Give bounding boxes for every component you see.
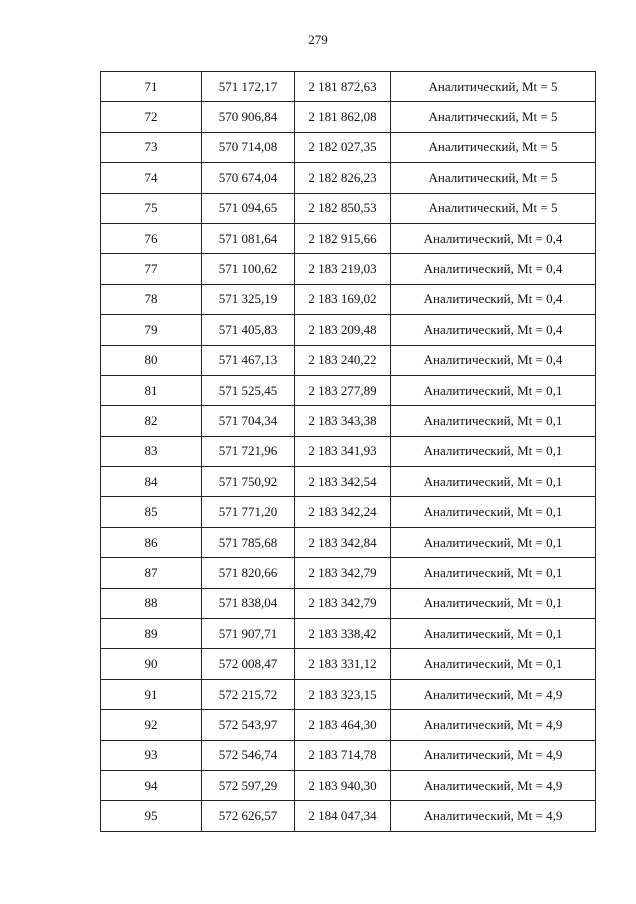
method-cell: Аналитический, Mt = 0,1	[391, 619, 596, 649]
method-cell: Аналитический, Mt = 4,9	[391, 740, 596, 770]
x-coordinate-cell: 571 771,20	[202, 497, 295, 527]
point-number-cell: 90	[101, 649, 202, 679]
table-row	[101, 284, 596, 314]
page-number: 279	[308, 32, 328, 47]
x-coordinate-cell: 571 721,96	[202, 436, 295, 466]
x-coordinate-cell: 572 597,29	[202, 770, 295, 800]
method-cell: Аналитический, Mt = 5	[391, 102, 596, 132]
method-cell: Аналитический, Mt = 0,1	[391, 375, 596, 405]
table-row	[101, 406, 596, 436]
point-number-cell: 85	[101, 497, 202, 527]
x-coordinate-cell: 571 405,83	[202, 315, 295, 345]
y-coordinate-cell: 2 183 331,12	[295, 649, 391, 679]
point-number-cell: 80	[101, 345, 202, 375]
table-row	[101, 801, 596, 831]
method-cell: Аналитический, Mt = 0,4	[391, 315, 596, 345]
method-cell: Аналитический, Mt = 5	[391, 163, 596, 193]
method-cell: Аналитический, Mt = 0,4	[391, 223, 596, 253]
point-number-cell: 75	[101, 193, 202, 223]
table-row	[101, 740, 596, 770]
point-number-cell: 72	[101, 102, 202, 132]
x-coordinate-cell: 572 626,57	[202, 801, 295, 831]
table-row	[101, 193, 596, 223]
method-cell: Аналитический, Mt = 0,1	[391, 558, 596, 588]
x-coordinate-cell: 572 215,72	[202, 679, 295, 709]
table-row	[101, 527, 596, 557]
y-coordinate-cell: 2 183 323,15	[295, 679, 391, 709]
point-number-cell: 77	[101, 254, 202, 284]
method-cell: Аналитический, Mt = 4,9	[391, 770, 596, 800]
table-row	[101, 132, 596, 162]
method-cell: Аналитический, Mt = 0,1	[391, 467, 596, 497]
table-row	[101, 315, 596, 345]
table-row	[101, 254, 596, 284]
y-coordinate-cell: 2 183 342,24	[295, 497, 391, 527]
x-coordinate-cell: 571 100,62	[202, 254, 295, 284]
method-cell: Аналитический, Mt = 0,1	[391, 527, 596, 557]
point-number-cell: 81	[101, 375, 202, 405]
y-coordinate-cell: 2 181 862,08	[295, 102, 391, 132]
table-row	[101, 679, 596, 709]
x-coordinate-cell: 570 714,08	[202, 132, 295, 162]
table-row	[101, 649, 596, 679]
x-coordinate-cell: 570 906,84	[202, 102, 295, 132]
x-coordinate-cell: 572 008,47	[202, 649, 295, 679]
y-coordinate-cell: 2 182 826,23	[295, 163, 391, 193]
table-row	[101, 497, 596, 527]
x-coordinate-cell: 571 907,71	[202, 619, 295, 649]
point-number-cell: 87	[101, 558, 202, 588]
point-number-cell: 88	[101, 588, 202, 618]
table-row	[101, 710, 596, 740]
point-number-cell: 76	[101, 223, 202, 253]
table-row	[101, 163, 596, 193]
x-coordinate-cell: 571 467,13	[202, 345, 295, 375]
point-number-cell: 83	[101, 436, 202, 466]
point-number-cell: 91	[101, 679, 202, 709]
point-number-cell: 82	[101, 406, 202, 436]
table-row	[101, 436, 596, 466]
x-coordinate-cell: 572 543,97	[202, 710, 295, 740]
table-row	[101, 72, 596, 102]
table-row	[101, 770, 596, 800]
method-cell: Аналитический, Mt = 5	[391, 193, 596, 223]
y-coordinate-cell: 2 181 872,63	[295, 72, 391, 102]
x-coordinate-cell: 571 094,65	[202, 193, 295, 223]
x-coordinate-cell: 571 785,68	[202, 527, 295, 557]
point-number-cell: 93	[101, 740, 202, 770]
point-number-cell: 71	[101, 72, 202, 102]
y-coordinate-cell: 2 183 343,38	[295, 406, 391, 436]
y-coordinate-cell: 2 183 464,30	[295, 710, 391, 740]
x-coordinate-cell: 571 525,45	[202, 375, 295, 405]
table-row	[101, 375, 596, 405]
y-coordinate-cell: 2 182 850,53	[295, 193, 391, 223]
y-coordinate-cell: 2 183 338,42	[295, 619, 391, 649]
point-number-cell: 73	[101, 132, 202, 162]
y-coordinate-cell: 2 183 169,02	[295, 284, 391, 314]
x-coordinate-cell: 571 081,64	[202, 223, 295, 253]
y-coordinate-cell: 2 183 342,79	[295, 558, 391, 588]
table-row	[101, 467, 596, 497]
y-coordinate-cell: 2 183 342,84	[295, 527, 391, 557]
y-coordinate-cell: 2 183 277,89	[295, 375, 391, 405]
y-coordinate-cell: 2 183 342,79	[295, 588, 391, 618]
y-coordinate-cell: 2 183 714,78	[295, 740, 391, 770]
point-number-cell: 78	[101, 284, 202, 314]
point-number-cell: 95	[101, 801, 202, 831]
x-coordinate-cell: 572 546,74	[202, 740, 295, 770]
y-coordinate-cell: 2 183 219,03	[295, 254, 391, 284]
method-cell: Аналитический, Mt = 5	[391, 72, 596, 102]
point-number-cell: 92	[101, 710, 202, 740]
y-coordinate-cell: 2 182 027,35	[295, 132, 391, 162]
x-coordinate-cell: 570 674,04	[202, 163, 295, 193]
table-row	[101, 558, 596, 588]
method-cell: Аналитический, Mt = 4,9	[391, 710, 596, 740]
table-row	[101, 223, 596, 253]
method-cell: Аналитический, Mt = 4,9	[391, 801, 596, 831]
method-cell: Аналитический, Mt = 0,1	[391, 406, 596, 436]
y-coordinate-cell: 2 183 240,22	[295, 345, 391, 375]
y-coordinate-cell: 2 183 341,93	[295, 436, 391, 466]
point-number-cell: 79	[101, 315, 202, 345]
method-cell: Аналитический, Mt = 5	[391, 132, 596, 162]
y-coordinate-cell: 2 182 915,66	[295, 223, 391, 253]
method-cell: Аналитический, Mt = 0,1	[391, 649, 596, 679]
y-coordinate-cell: 2 184 047,34	[295, 801, 391, 831]
table-row	[101, 588, 596, 618]
x-coordinate-cell: 571 172,17	[202, 72, 295, 102]
table-row	[101, 102, 596, 132]
x-coordinate-cell: 571 750,92	[202, 467, 295, 497]
y-coordinate-cell: 2 183 342,54	[295, 467, 391, 497]
x-coordinate-cell: 571 820,66	[202, 558, 295, 588]
y-coordinate-cell: 2 183 209,48	[295, 315, 391, 345]
point-number-cell: 86	[101, 527, 202, 557]
method-cell: Аналитический, Mt = 4,9	[391, 679, 596, 709]
point-number-cell: 89	[101, 619, 202, 649]
point-number-cell: 94	[101, 770, 202, 800]
y-coordinate-cell: 2 183 940,30	[295, 770, 391, 800]
x-coordinate-cell: 571 325,19	[202, 284, 295, 314]
table-row	[101, 619, 596, 649]
method-cell: Аналитический, Mt = 0,1	[391, 497, 596, 527]
table-body	[101, 72, 596, 832]
point-number-cell: 74	[101, 163, 202, 193]
x-coordinate-cell: 571 704,34	[202, 406, 295, 436]
method-cell: Аналитический, Mt = 0,1	[391, 588, 596, 618]
table-row	[101, 345, 596, 375]
point-number-cell: 84	[101, 467, 202, 497]
method-cell: Аналитический, Mt = 0,4	[391, 284, 596, 314]
method-cell: Аналитический, Mt = 0,1	[391, 436, 596, 466]
coordinates-table	[100, 71, 596, 832]
method-cell: Аналитический, Mt = 0,4	[391, 345, 596, 375]
method-cell: Аналитический, Mt = 0,4	[391, 254, 596, 284]
x-coordinate-cell: 571 838,04	[202, 588, 295, 618]
